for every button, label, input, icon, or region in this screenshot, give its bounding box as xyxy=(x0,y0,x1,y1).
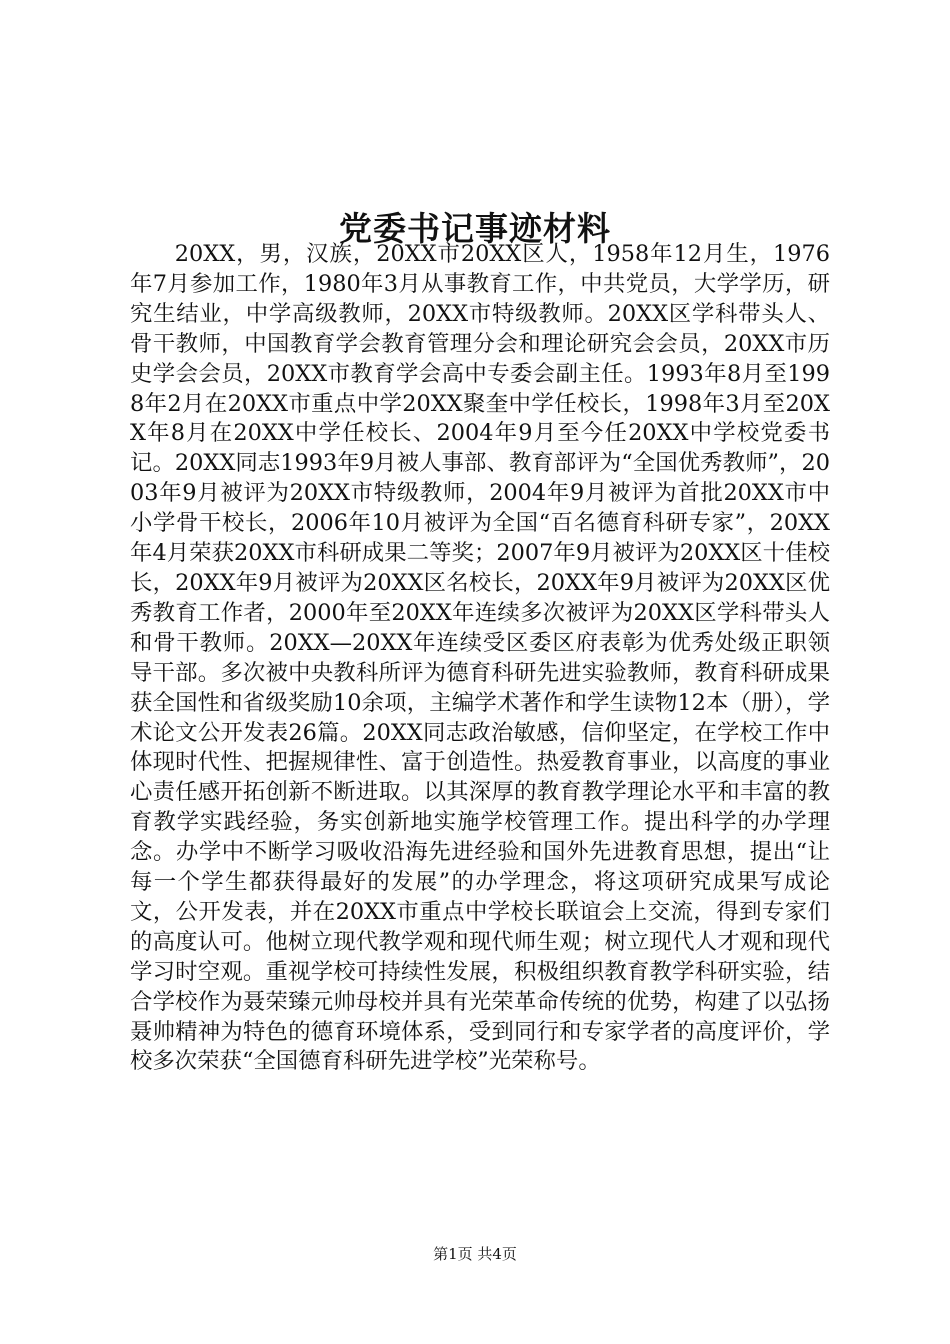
page-number-footer: 第1页 共4页 xyxy=(433,1245,517,1263)
document-title: 党委书记事迹材料 xyxy=(339,209,611,249)
document-body-paragraph: 20XX，男，汉族，20XX市20XX区人，1958年12月生，1976年7月参加工作，1980年3月从事教育工作，中共党员，大学学历，研究生结业，中学高级教师，20XX市特级教师。20XX区学科带头人、骨干教师，中国教育学会教育管理分会和理论研究会会员，20XX市历史学会会员，20XX市教育学会高中专委会副主任。1993年8月至1998年2月在20XX市重点中学20XX聚奎中学任校长，1998年3月至20XX年8月在20XX中学任校长、2004年9月至今任20XX中学校党委书记。20XX同志1993年9月被人事部、教育部评为“全国优秀教师”，2003年9月被评为20XX市特级教师，2004年9月被评为首批20XX市中小学骨干校长，2006年10月被评为全国“百名德育科研专家”，20XX年4月荣获20XX市科研成果二等奖；2007年9月被评为20XX区十佳校长，20XX年9月被评为20XX区名校长，20XX年9月被评为20XX区优秀教育工作者，2000年至20XX年连续多次被评为20XX区学科带头人和骨干教师。20XX—20XX年连续受区委区府表彰为优秀处级正职领导干部。多次被中央教科所评为德育科研先进实验教师，教育科研成果获全国性和省级奖励10余项，主编学术著作和学生读物12本（册），学术论文公开发表26篇。20XX同志政治敏感，信仰坚定，在学校工作中体现时代性、把握规律性、富于创造性。热爱教育事业，以高度的事业心责任感开拓创新不断进取。以其深厚的教育教学理论水平和丰富的教育教学实践经验，务实创新地实施学校管理工作。提出科学的办学理念。办学中不断学习吸收沿海先进经验和国外先进教育思想，提出“让每一个学生都获得最好的发展”的办学理念，将这项研究成果写成论文，公开发表，并在20XX市重点中学校长联谊会上交流，得到专家们的高度认可。他树立现代教学观和现代师生观；树立现代人才观和现代学习时空观。重视学校可持续性发展，积极组织教育教学科研实验，结合学校作为聂荣臻元帅母校并具有光荣革命传统的优势，构建了以弘扬聂帅精神为特色的德育环境体系，受到同行和专家学者的高度评价，学校多次荣获“全国德育科研先进学校”光荣称号。 xyxy=(130,241,830,1075)
